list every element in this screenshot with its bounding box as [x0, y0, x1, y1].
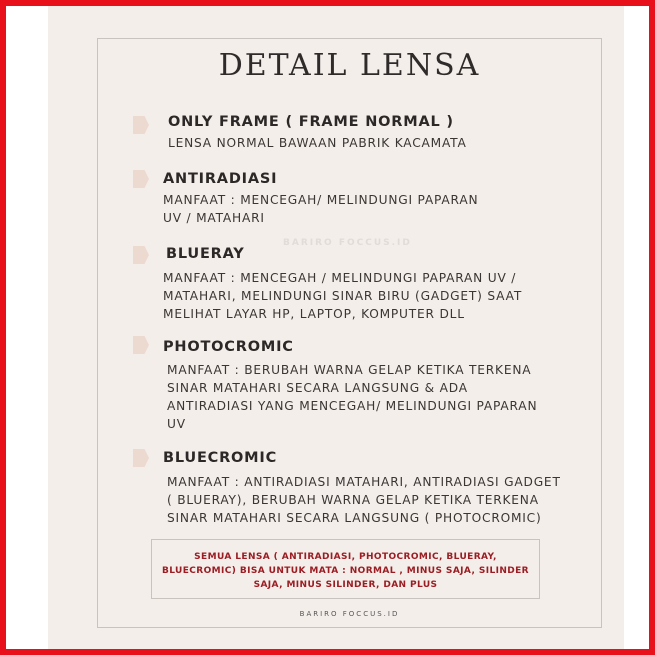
- item-desc-line: MANFAAT : BERUBAH WARNA GELAP KETIKA TERKENA: [167, 363, 532, 377]
- note-line: SAJA, MINUS SILINDER, DAN PLUS: [253, 580, 438, 590]
- item-desc-line: ANTIRADIASI YANG MENCEGAH/ MELINDUNGI PAPARAN: [167, 399, 538, 413]
- page-title: DETAIL LENSA: [218, 48, 481, 83]
- item-desc-line: UV: [167, 417, 186, 431]
- lens-compatibility-note: [151, 539, 540, 599]
- item-desc-line: MELIHAT LAYAR HP, LAPTOP, KOMPUTER DLL: [163, 307, 465, 321]
- item-desc-line: MANFAAT : MENCEGAH / MELINDUNGI PAPARAN UV /: [163, 271, 517, 285]
- note-line: SEMUA LENSA ( ANTIRADIASI, PHOTOCROMIC, BLUERAY,: [194, 552, 497, 562]
- item-title-photocromic: PHOTOCROMIC: [163, 339, 294, 355]
- item-desc-line: SINAR MATAHARI SECARA LANGSUNG ( PHOTOCROMIC): [167, 511, 542, 525]
- note-line: BLUECROMIC) BISA UNTUK MATA : NORMAL , MINUS SAJA, SILINDER: [161, 566, 530, 576]
- item-title-only-frame: ONLY FRAME ( FRAME NORMAL ): [168, 114, 454, 130]
- item-title-bluecromic: BLUECROMIC: [163, 450, 278, 466]
- footer-brand: BARIRO FOCCUS.ID: [299, 610, 400, 618]
- item-desc-line: UV / MATAHARI: [163, 211, 265, 225]
- item-desc-line: ( BLUERAY), BERUBAH WARNA GELAP KETIKA TERKENA: [167, 493, 539, 507]
- item-desc-line: SINAR MATAHARI SECARA LANGSUNG & ADA: [167, 381, 468, 395]
- item-desc-line: LENSA NORMAL BAWAAN PABRIK KACAMATA: [168, 136, 467, 150]
- item-title-antiradiasi: ANTIRADIASI: [163, 171, 278, 187]
- item-desc-line: MATAHARI, MELINDUNGI SINAR BIRU (GADGET) SAAT: [163, 289, 523, 303]
- item-desc-line: MANFAAT : MENCEGAH/ MELINDUNGI PAPARAN: [163, 193, 479, 207]
- watermark: BARIRO FOCCUS.ID: [283, 238, 412, 248]
- item-desc-line: MANFAAT : ANTIRADIASI MATAHARI, ANTIRADIASI GADGET: [167, 475, 561, 489]
- item-title-blueray: BLUERAY: [166, 246, 245, 262]
